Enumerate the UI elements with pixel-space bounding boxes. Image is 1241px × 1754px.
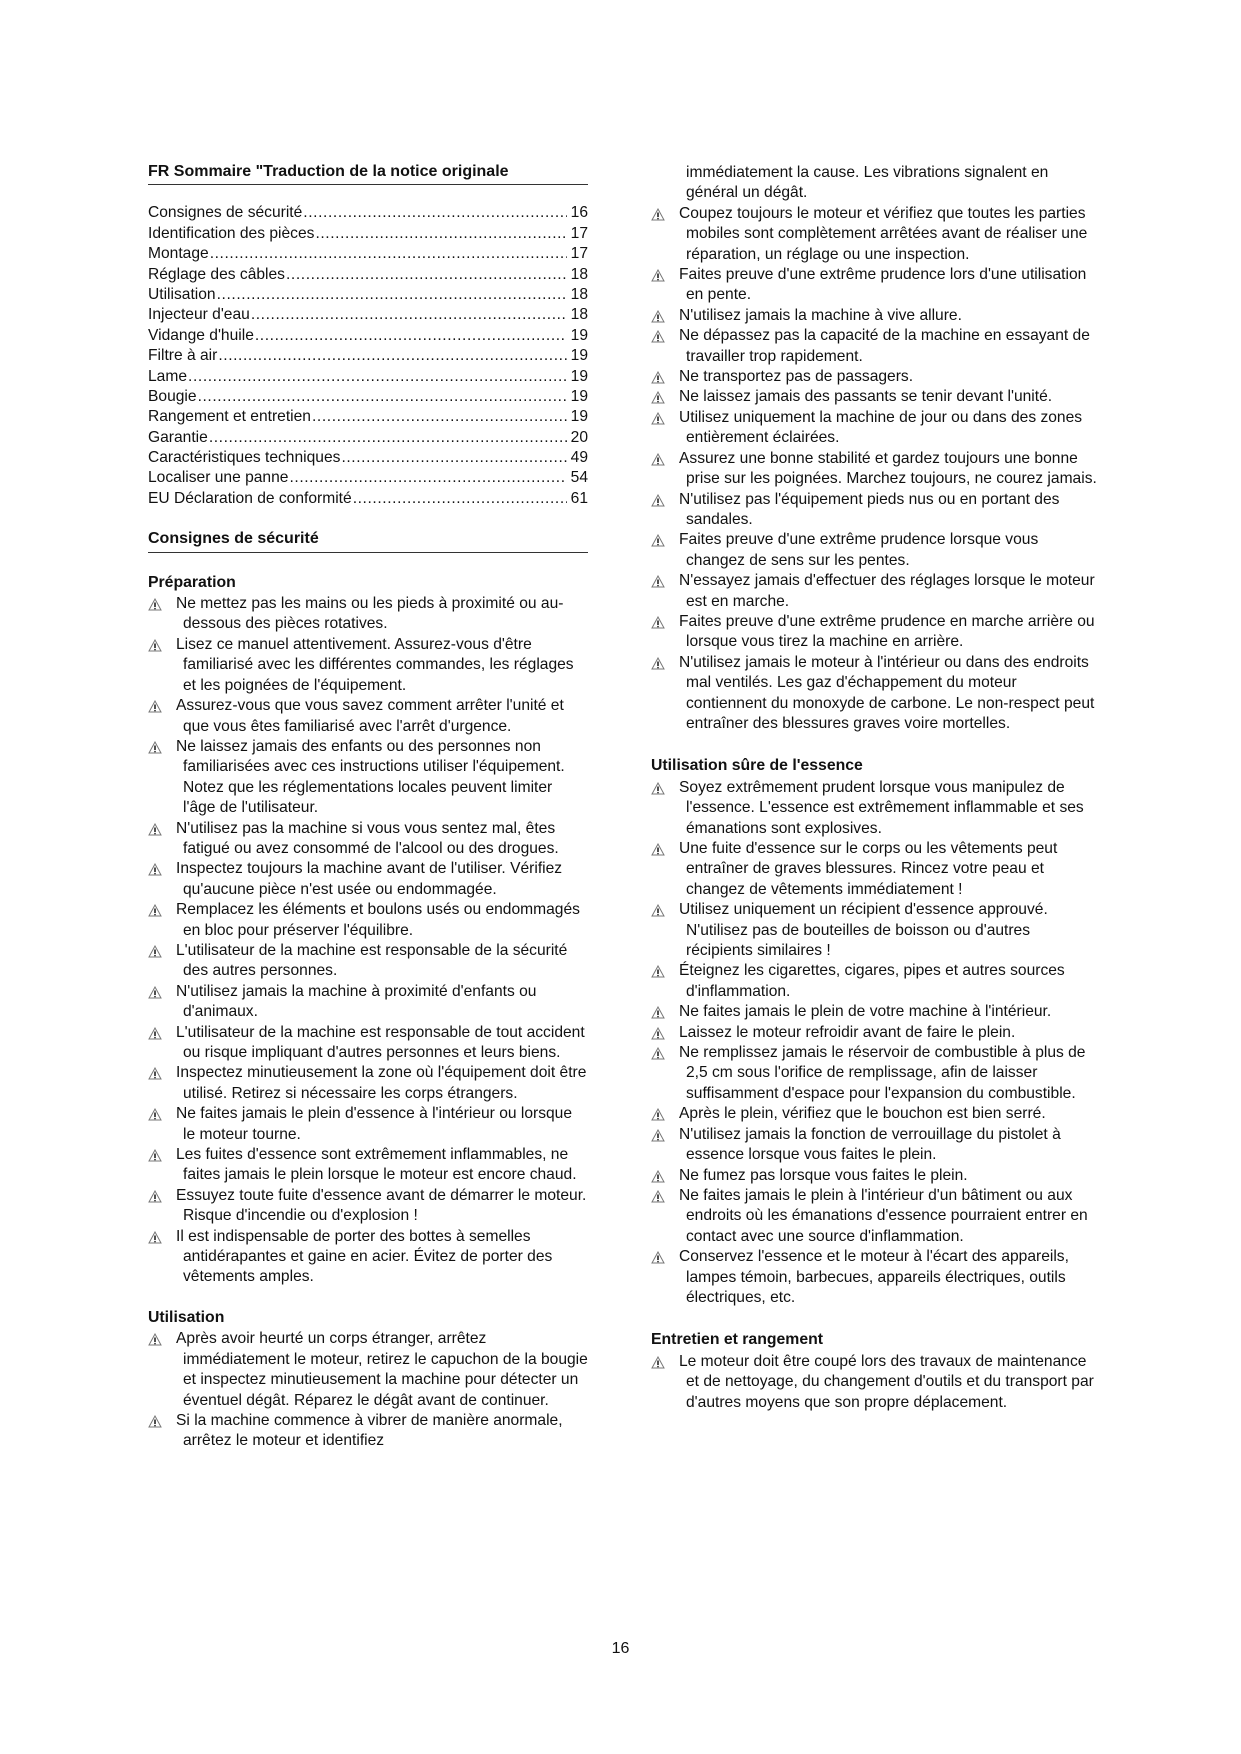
safety-heading: Consignes de sécurité — [148, 529, 588, 552]
toc-entry-page: 19 — [570, 387, 588, 405]
warning-triangle-icon — [148, 986, 162, 999]
toc-leader-dots — [315, 224, 566, 244]
utilisation-list — [148, 1329, 588, 1451]
warning-list-item — [148, 635, 588, 696]
warning-item-text: L'utilisateur de la machine est responsable de la sécurité des autres personnes. — [176, 941, 568, 980]
warning-list-item — [651, 408, 1097, 449]
warning-triangle-icon — [651, 1251, 665, 1264]
warning-list-item — [651, 612, 1097, 653]
toc-leader-dots — [210, 244, 567, 264]
warning-list-item — [651, 530, 1097, 571]
toc-entry-title: Utilisation — [148, 285, 216, 303]
preparation-list — [148, 594, 588, 1288]
warning-list-item — [148, 1145, 588, 1186]
continuation-text: immédiatement la cause. Les vibrations signalent en général un dégât. — [686, 164, 1049, 202]
warning-list-item — [148, 594, 588, 635]
warning-triangle-icon — [651, 330, 665, 343]
warning-triangle-icon — [148, 1149, 162, 1162]
warning-triangle-icon — [651, 391, 665, 404]
toc-entry-page: 19 — [570, 347, 588, 365]
warning-item-text: Une fuite d'essence sur le corps ou les vêtements peut entraîner de graves blessures. Rincez votre peau et changez de vêtements immédiatement ! — [679, 840, 1058, 898]
toc-entry-title: Injecteur d'eau — [148, 306, 250, 324]
warning-list-item — [651, 490, 1097, 531]
warning-list-item — [148, 1104, 588, 1145]
warning-list-item — [651, 653, 1097, 735]
warning-triangle-icon — [148, 823, 162, 836]
warning-item-text: Faites preuve d'une extrême prudence en marche arrière ou lorsque vous tirez la machine en arrière. — [679, 612, 1095, 651]
maintenance-heading: Entretien et rangement — [651, 1331, 824, 1349]
warning-triangle-icon — [651, 310, 665, 323]
warning-item-text: N'utilisez pas la machine si vous vous sentez mal, êtes fatigué ou avez consommé de l'alcool ou des drogues. — [176, 819, 559, 857]
toc-leader-dots — [312, 407, 567, 427]
toc-leader-dots — [209, 428, 567, 448]
warning-triangle-icon — [148, 1333, 162, 1346]
toc-entry-title: Bougie — [148, 387, 197, 405]
utilisation-heading: Utilisation — [148, 1308, 225, 1326]
toc-entry-page: 18 — [570, 265, 588, 283]
warning-triangle-icon — [148, 741, 162, 754]
warning-list-item — [148, 941, 588, 982]
warning-list-item — [148, 819, 588, 860]
toc-entry-title: EU Déclaration de conformité — [148, 489, 352, 507]
warning-item-text: Inspectez minutieusement la zone où l'équipement doit être utilisé. Retirez si nécessaire les corps étrangers. — [176, 1064, 587, 1102]
warning-item-text: Essuyez toute fuite d'essence avant de démarrer le moteur. Risque d'incendie ou d'explosion ! — [176, 1186, 587, 1225]
toc-leader-dots — [286, 265, 567, 285]
table-of-contents — [148, 203, 588, 509]
warning-triangle-icon — [651, 1047, 665, 1060]
warning-triangle-icon — [148, 1027, 162, 1040]
warning-triangle-icon — [651, 657, 665, 670]
warning-list-item — [148, 900, 588, 941]
warning-item-text: Remplacez les éléments et boulons usés ou endommagés en bloc pour préserver l'équilibre. — [176, 901, 580, 939]
left-column — [148, 162, 588, 1452]
page-number: 16 — [611, 1640, 630, 1657]
toc-entry-title: Réglage des câbles — [148, 265, 285, 283]
toc-leader-dots — [341, 448, 566, 468]
warning-list-item — [651, 571, 1097, 612]
toc-entry — [148, 224, 588, 244]
warning-item-text: Conservez l'essence et le moteur à l'écart des appareils, lampes témoin, barbecues, appareils électriques, outils électriques, etc. — [679, 1248, 1069, 1306]
warning-list-item — [651, 204, 1097, 265]
warning-triangle-icon — [651, 1027, 665, 1040]
warning-item-text: Ne faites jamais le plein à l'intérieur d'un bâtiment ou aux endroits où les émanations d'essence pourraient entrer en contact avec une source d'inflammation. — [679, 1186, 1088, 1245]
warning-item-text: Assurez une bonne stabilité et gardez toujours une bonne prise sur les poignées. Marchez toujours, ne courez jamais. — [679, 449, 1097, 488]
warning-item-text: L'utilisateur de la machine est responsable de tout accident ou risque impliquant d'autres personnes et leurs biens. — [176, 1023, 585, 1062]
warning-triangle-icon — [651, 782, 665, 795]
toc-leader-dots — [188, 367, 567, 387]
toc-leader-dots — [217, 285, 567, 305]
toc-entry-page: 17 — [570, 224, 588, 242]
fuel-list — [651, 778, 1097, 1309]
toc-entry — [148, 305, 588, 325]
warning-item-text: Faites preuve d'une extrême prudence lors d'une utilisation en pente. — [679, 266, 1087, 304]
warning-item-text: Assurez-vous que vous savez comment arrêter l'unité et que vous êtes familiarisé avec l'arrêt d'urgence. — [176, 697, 564, 735]
toc-entry-title: Identification des pièces — [148, 224, 315, 242]
warning-item-text: Ne dépassez pas la capacité de la machine en essayant de travailler trop rapidement. — [679, 327, 1090, 365]
warning-triangle-icon — [148, 1108, 162, 1121]
warning-triangle-icon — [651, 534, 665, 547]
toc-entry — [148, 468, 588, 488]
warning-triangle-icon — [651, 371, 665, 384]
toc-leader-dots — [251, 305, 567, 325]
warning-triangle-icon — [148, 904, 162, 917]
warning-list-item — [651, 1043, 1097, 1104]
warning-triangle-icon — [651, 1356, 665, 1369]
utilisation-continued-list — [651, 204, 1097, 735]
warning-item-text: Ne faites jamais le plein de votre machine à l'intérieur. — [679, 1003, 1052, 1021]
warning-list-item — [651, 961, 1097, 1002]
toc-leader-dots — [289, 468, 566, 488]
warning-item-text: Lisez ce manuel attentivement. Assurez-vous d'être familiarisé avec les différentes commandes, les réglages et les poignées de l'équipement. — [176, 635, 574, 694]
toc-leader-dots — [303, 203, 566, 223]
warning-list-item — [148, 1063, 588, 1104]
warning-list-item — [148, 982, 588, 1023]
toc-entry-title: Vidange d'huile — [148, 326, 254, 344]
warning-triangle-icon — [148, 1231, 162, 1244]
toc-entry — [148, 428, 588, 448]
toc-entry-title: Montage — [148, 245, 209, 263]
warning-item-text: N'essayez jamais d'effectuer des réglages lorsque le moteur est en marche. — [679, 572, 1095, 610]
warning-triangle-icon — [651, 269, 665, 282]
warning-list-item — [651, 839, 1097, 900]
warning-triangle-icon — [148, 1067, 162, 1080]
warning-list-item — [148, 859, 588, 900]
toc-entry — [148, 367, 588, 387]
warning-triangle-icon — [651, 1190, 665, 1203]
toc-entry — [148, 346, 588, 366]
toc-entry — [148, 203, 588, 223]
preparation-heading: Préparation — [148, 573, 236, 591]
toc-entry — [148, 387, 588, 407]
warning-triangle-icon — [651, 1006, 665, 1019]
toc-entry-title: Consignes de sécurité — [148, 204, 303, 222]
toc-leader-dots — [218, 346, 566, 366]
warning-item-text: Ne laissez jamais des passants se tenir devant l'unité. — [679, 388, 1053, 406]
warning-item-text: Ne transportez pas de passagers. — [679, 368, 914, 386]
warning-item-text: N'utilisez jamais la fonction de verrouillage du pistolet à essence lorsque vous faites le plein. — [679, 1125, 1061, 1164]
toc-entry-title: Lame — [148, 367, 188, 385]
warning-triangle-icon — [148, 945, 162, 958]
warning-item-text: N'utilisez pas l'équipement pieds nus ou en portant des sandales. — [679, 490, 1060, 528]
warning-triangle-icon — [651, 208, 665, 221]
warning-list-item — [651, 1186, 1097, 1247]
warning-list-item — [651, 1247, 1097, 1308]
warning-triangle-icon — [651, 1170, 665, 1183]
warning-triangle-icon — [651, 453, 665, 466]
toc-entry-page: 19 — [570, 326, 588, 344]
toc-entry-page: 49 — [570, 449, 588, 467]
toc-entry-page: 16 — [570, 204, 588, 222]
toc-entry-page: 19 — [570, 367, 588, 385]
warning-list-item — [651, 265, 1097, 306]
toc-entry — [148, 265, 588, 285]
warning-triangle-icon — [148, 863, 162, 876]
toc-entry-title: Localiser une panne — [148, 469, 289, 487]
warning-item-text: Ne remplissez jamais le réservoir de combustible à plus de 2,5 cm sous l'orifice de remplissage, afin de laisser suffisamment d'espace pour l'expansion du combustible. — [679, 1044, 1086, 1102]
warning-item-text: Les fuites d'essence sont extrêmement inflammables, ne faites jamais le plein lorsque le moteur est encore chaud. — [176, 1146, 577, 1184]
toc-entry-page: 61 — [570, 489, 588, 507]
warning-item-text: Soyez extrêmement prudent lorsque vous manipulez de l'essence. L'essence est extrêmement inflammable et ses émanations sont explosives. — [679, 778, 1084, 837]
warning-item-text: Le moteur doit être coupé lors des travaux de maintenance et de nettoyage, du changement d'outils et du transport par d'autres moyens que son propre déplacement. — [679, 1352, 1094, 1411]
warning-list-item — [651, 1023, 1097, 1043]
toc-entry-page: 19 — [570, 408, 588, 426]
warning-triangle-icon — [651, 843, 665, 856]
warning-item-text: Ne faites jamais le plein d'essence à l'intérieur ou lorsque le moteur tourne. — [176, 1105, 573, 1143]
toc-entry-title: Caractéristiques techniques — [148, 449, 341, 467]
warning-list-item — [148, 1186, 588, 1227]
warning-triangle-icon — [651, 904, 665, 917]
warning-item-text: Après le plein, vérifiez que le bouchon est bien serré. — [679, 1105, 1046, 1123]
toc-leader-dots — [198, 387, 567, 407]
warning-item-text: Ne laissez jamais des enfants ou des personnes non familiarisées avec ces instructions utiliser l'équipement. Notez que les réglementations locales peuvent limiter l'âge de l'utilisateur. — [176, 737, 565, 817]
warning-list-item — [148, 1329, 588, 1411]
toc-leader-dots — [255, 326, 567, 346]
warning-list-item — [148, 1227, 588, 1288]
toc-entry-page: 18 — [570, 285, 588, 303]
warning-item-text: Laissez le moteur refroidir avant de faire le plein. — [679, 1023, 1016, 1041]
toc-entry — [148, 244, 588, 264]
warning-list-item — [651, 1166, 1097, 1186]
warning-triangle-icon — [651, 1129, 665, 1142]
warning-list-item — [651, 778, 1097, 839]
toc-entry — [148, 285, 588, 305]
toc-entry-title: Filtre à air — [148, 347, 218, 365]
warning-list-item — [651, 449, 1097, 490]
warning-triangle-icon — [651, 575, 665, 588]
warning-list-item — [651, 1002, 1097, 1022]
warning-item-text: N'utilisez jamais la machine à vive allure. — [679, 306, 962, 324]
warning-item-text: Il est indispensable de porter des bottes à semelles antidérapantes et gaine en acier. Évitez de porter des vêtements amples. — [176, 1227, 553, 1286]
warning-item-text: Ne mettez pas les mains ou les pieds à proximité ou au-dessous des pièces rotatives. — [176, 595, 564, 633]
warning-triangle-icon — [148, 1415, 162, 1428]
toc-entry-page: 17 — [570, 245, 588, 263]
warning-list-item — [148, 1023, 588, 1064]
warning-item-text: N'utilisez jamais la machine à proximité d'enfants ou d'animaux. — [176, 982, 537, 1021]
warning-triangle-icon — [148, 639, 162, 652]
maintenance-list — [651, 1352, 1097, 1413]
warning-item-text: Inspectez toujours la machine avant de l'utiliser. Vérifiez qu'aucune pièce n'est usée ou endommagée. — [176, 860, 563, 898]
warning-list-item — [651, 1352, 1097, 1413]
right-column — [651, 163, 1097, 1413]
warning-list-item — [651, 367, 1097, 387]
warning-triangle-icon — [651, 965, 665, 978]
warning-item-text: Ne fumez pas lorsque vous faites le plein. — [679, 1166, 968, 1184]
warning-item-text: Si la machine commence à vibrer de manière anormale, arrêtez le moteur et identifiez — [176, 1411, 563, 1450]
warning-list-item — [651, 1125, 1097, 1166]
warning-triangle-icon — [651, 1108, 665, 1121]
toc-entry-page: 54 — [570, 469, 588, 487]
warning-list-item — [148, 1411, 588, 1452]
warning-item-text: Utilisez uniquement la machine de jour ou dans des zones entièrement éclairées. — [679, 408, 1083, 447]
toc-leader-dots — [353, 489, 567, 509]
toc-entry-page: 18 — [570, 306, 588, 324]
warning-list-item — [651, 326, 1097, 367]
toc-entry-page: 20 — [570, 428, 588, 446]
toc-entry-title: Garantie — [148, 428, 208, 446]
toc-entry — [148, 407, 588, 427]
warning-item-text: N'utilisez jamais le moteur à l'intérieur ou dans des endroits mal ventilés. Les gaz d'échappement du moteur contiennent du monoxyde de carbone. Le non-respect peut entraîner des blessures graves voire mortelles. — [679, 653, 1095, 732]
toc-entry — [148, 489, 588, 509]
warning-list-item — [651, 387, 1097, 407]
warning-triangle-icon — [651, 412, 665, 425]
warning-list-item — [651, 1104, 1097, 1124]
fuel-heading: Utilisation sûre de l'essence — [651, 757, 863, 775]
warning-triangle-icon — [148, 598, 162, 611]
warning-list-item — [148, 737, 588, 819]
warning-item-text: Éteignez les cigarettes, cigares, pipes et autres sources d'inflammation. — [679, 962, 1065, 1000]
toc-entry — [148, 448, 588, 468]
toc-entry-title: Rangement et entretien — [148, 408, 311, 426]
warning-item-text: Utilisez uniquement un récipient d'essence approuvé. N'utilisez pas de bouteilles de boisson ou d'autres récipients similaires ! — [679, 901, 1048, 960]
toc-heading: FR Sommaire "Traduction de la notice originale — [148, 162, 588, 185]
warning-triangle-icon — [148, 700, 162, 713]
warning-triangle-icon — [148, 1190, 162, 1203]
warning-item-text: Faites preuve d'une extrême prudence lorsque vous changez de sens sur les pentes. — [679, 531, 1039, 569]
warning-triangle-icon — [651, 616, 665, 629]
warning-list-item — [651, 900, 1097, 961]
warning-item-text: Après avoir heurté un corps étranger, arrêtez immédiatement le moteur, retirez le capuchon de la bougie et inspectez minutieusement la machine pour détecter un éventuel dégât. Réparez le dégât avant de continuer. — [176, 1330, 588, 1409]
warning-item-text: Coupez toujours le moteur et vérifiez que toutes les parties mobiles sont complètement arrêtées avant de réaliser une réparation, un réglage ou une inspection. — [679, 204, 1088, 263]
toc-entry — [148, 326, 588, 346]
warning-list-item — [148, 696, 588, 737]
warning-list-item — [651, 306, 1097, 326]
warning-triangle-icon — [651, 494, 665, 507]
